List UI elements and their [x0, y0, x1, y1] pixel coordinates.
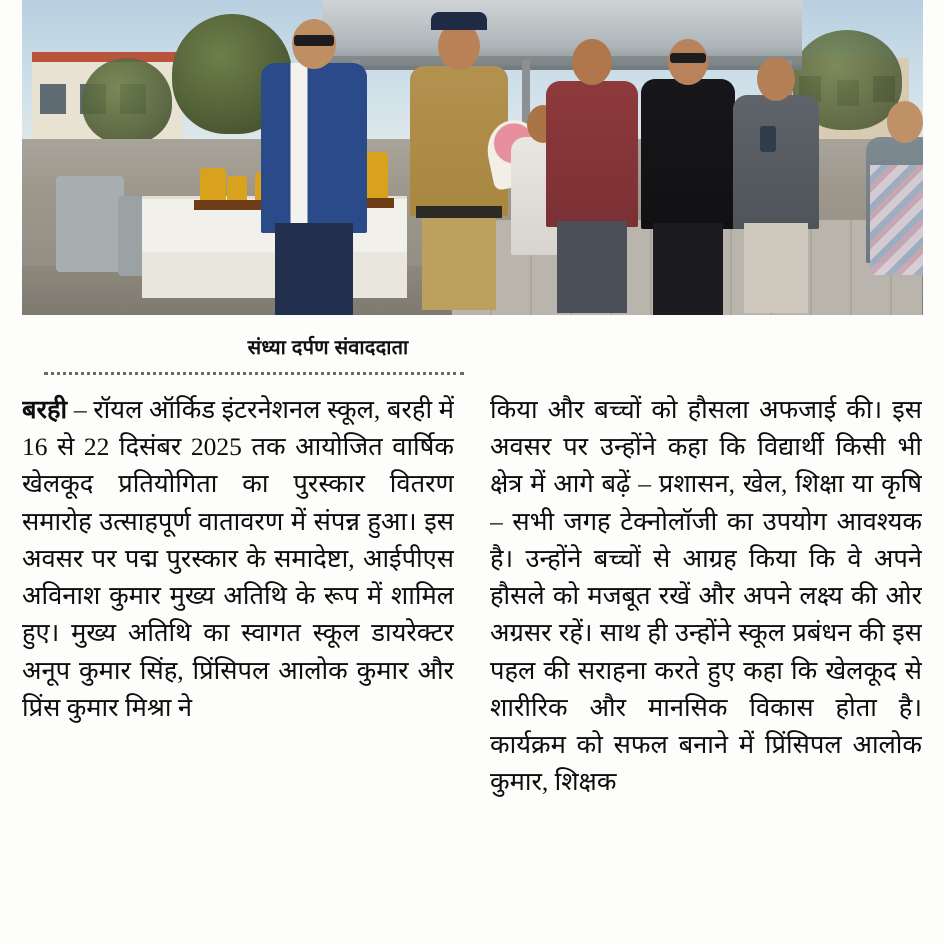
legs [744, 223, 808, 313]
torso [733, 95, 819, 229]
trophy [227, 176, 247, 202]
police-cap [431, 12, 487, 30]
byline [118, 315, 538, 360]
article-paragraph-left [22, 391, 454, 726]
person-man-black-shirt [636, 15, 740, 315]
head [572, 39, 612, 85]
torso [546, 81, 638, 227]
legs [422, 210, 496, 310]
article-photo [22, 0, 923, 315]
article-text-left: – रॉयल ऑर्किड इंटरनेशनल स्कूल, बरही में 16 से 22 दिसंबर 2025 तक आयोजित वार्षिक खेलकूद प्रतियोगिता का पुरस्कार वितरण समारोह उत्साहपूर्ण वातावरण में संपन्न हुआ। इस अवसर पर पद्म पुरस्कार के समादेष्टा, आईपीएस अविनाश कुमार मुख्य अतिथि के रूप में शामिल हुए। मुख्य अतिथि का स्वागत स्कूल डायरेक्टर अनूप कुमार सिंह, प्रिंसिपल आलोक कुमार और प्रिंस कुमार मिश्रा ने [22, 395, 454, 722]
plastic-chair [56, 176, 124, 272]
tree [82, 58, 172, 144]
article-paragraph-right: किया और बच्चों को हौसला अफजाई की। इस अवसर पर उन्होंने कहा कि विद्यार्थी किसी भी क्षेत्र में आगे बढ़ें – प्रशासन, खेल, शिक्षा या कृषि – सभी जगह टेक्नोलॉजी का उपयोग आवश्यक है। उन्होंने बच्चों से आग्रह किया कि वे अपने हौसले को मजबूत रखें और अपने लक्ष्य की ओर अग्रसर रहें। साथ ही उन्होंने स्कूल प्रबंधन की इस पहल की सराहना करते हुए कहा कि खेलकूद से शारीरिक और मानसिक विकास होता है। कार्यक्रम को सफल बनाने में प्रिंसिपल आलोक कुमार, शिक्षक [490, 395, 922, 797]
head [757, 57, 795, 101]
person-woman-with-scarf [862, 45, 923, 315]
person-man-maroon-shirt [540, 15, 644, 315]
dateline: बरही [22, 395, 68, 424]
article-column-right [490, 391, 922, 945]
legs [275, 223, 353, 315]
legs [653, 223, 723, 315]
uniform-belt [416, 206, 502, 218]
article-column-left [22, 391, 454, 945]
divider-dotted [44, 372, 464, 375]
person-man-grey-vest [728, 17, 824, 315]
legs [557, 221, 627, 313]
photo-scene [22, 0, 923, 315]
byline-text: संध्या दर्पण संवाददाता [247, 337, 409, 359]
trophy [200, 168, 226, 202]
printed-scarf [870, 165, 923, 275]
article-body [22, 391, 923, 945]
trophy-base [222, 200, 252, 210]
sunglasses-icon [670, 53, 706, 63]
person-man-blue-suit [254, 15, 374, 315]
torso [261, 63, 367, 233]
head [887, 101, 923, 143]
sunglasses-icon [294, 35, 334, 46]
mobile-phone-icon [760, 126, 776, 152]
torso [641, 79, 735, 229]
